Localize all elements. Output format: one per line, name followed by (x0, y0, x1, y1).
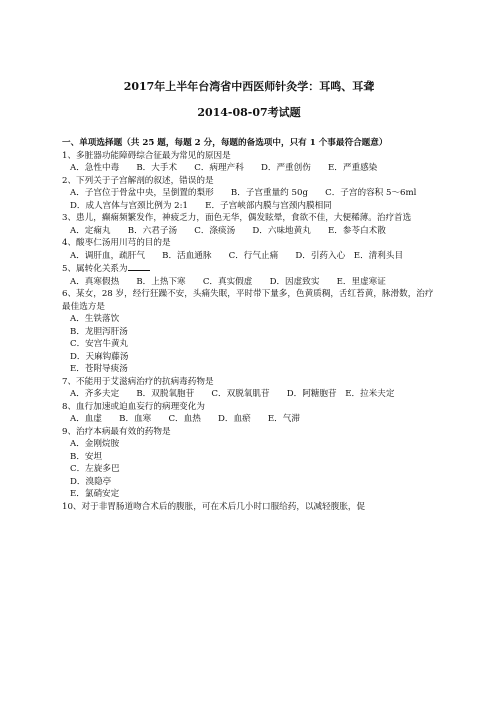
section-heading: 一、单项选择题（共 25 题，每题 2 分，每题的备选项中，只有 1 个事最符合题意） (62, 138, 388, 148)
question-9: 9、治疗本病最有效的药物是 (62, 426, 171, 437)
question-6-option-b: B．龙胆泻肝汤 (70, 326, 128, 337)
question-6-option-c: C．安宫牛黄丸 (70, 339, 129, 349)
question-5-text: 5、属转化关系为 (62, 264, 128, 274)
document-title: 2017年上半年台湾省中西医师针灸学：耳鸣、耳聋 (123, 80, 375, 93)
question-3-options: A．定痫丸 B．六君子汤 C．涤痰汤 D．六味地黄丸 E．参苓白术散 (70, 225, 386, 236)
question-4: 4、酸枣仁汤用川芎的目的是 (62, 238, 171, 248)
question-6-option-d: D．天麻钩藤汤 (70, 351, 129, 362)
question-1: 1、多脏器功能障碍综合征最为常见的原因是 (62, 150, 231, 161)
question-9-option-c: C．左旋多巴 (70, 464, 120, 474)
question-7-options: A．齐多夫定 B．双脱氧胞苷 C．双脱氧肌苷 D．阿糖胞苷 E．拉米夫定 (70, 389, 395, 399)
question-3: 3、患儿，癫痫频繁发作，神疲乏力，面色无华，偶发眩晕，食欲不佳，大便稀薄。治疗首选 (62, 213, 412, 223)
question-2-options: A．子宫位于骨盆中央，呈倒置的梨形 B．子宫重量约 50g C．子宫的容积 5～6ml D．成人宫体与宫颈比例为 2:1 E．子宫峡部内膜与宫颈内膜相同 (70, 188, 434, 211)
question-9-option-b: B．安坦 (70, 451, 103, 462)
question-10: 10、对于非胃肠道吻合术后的腹胀，可在术后几小时口服给药，以减轻腹胀，促 (62, 501, 366, 512)
question-5-options: A．真寒假热 B．上热下寒 C．真实假虚 D．因虚致实 E．里虚寒证 (70, 276, 386, 287)
question-8-options: A．血虚 B．血寒 C．血热 D．血瘀 E．气滞 (70, 414, 300, 424)
question-6-option-e: E．苍附导痰汤 (70, 364, 128, 374)
question-9-option-d: D．溴隐亭 (70, 476, 112, 487)
question-7: 7、不能用于艾滋病治疗的抗病毒药物是 (62, 376, 214, 387)
question-9-option-a: A．金刚烷胺 (70, 439, 120, 449)
document-body (62, 137, 436, 513)
question-6: 6、某女，28 岁，经行狂躁不安，头痛失眠，平时带下量多，色黄质稠，舌红苔黄，脉滑数，治疗最佳选方是 (62, 289, 434, 312)
question-4-options: A．调肝血，疏肝气 B．活血通脉 C．行气止痛 D．引药入心 E．清利头目 (70, 250, 404, 261)
question-8: 8、血行加速或迫血妄行的病理变化为 (62, 401, 205, 412)
question-1-options: A．急性中毒 B．大手术 C．病理产科 D．严重创伤 E．严重感染 (70, 163, 378, 173)
question-2: 2、下列关于子宫解剖的叙述，错误的是 (62, 175, 214, 186)
question-9-option-e: E．氯硝安定 (70, 489, 120, 499)
document-subtitle: 2014-08-07考试题 (197, 106, 301, 119)
question-6-option-a: A．生铁落饮 (70, 314, 120, 324)
answer-blank (128, 262, 150, 271)
question-5 (62, 262, 436, 276)
